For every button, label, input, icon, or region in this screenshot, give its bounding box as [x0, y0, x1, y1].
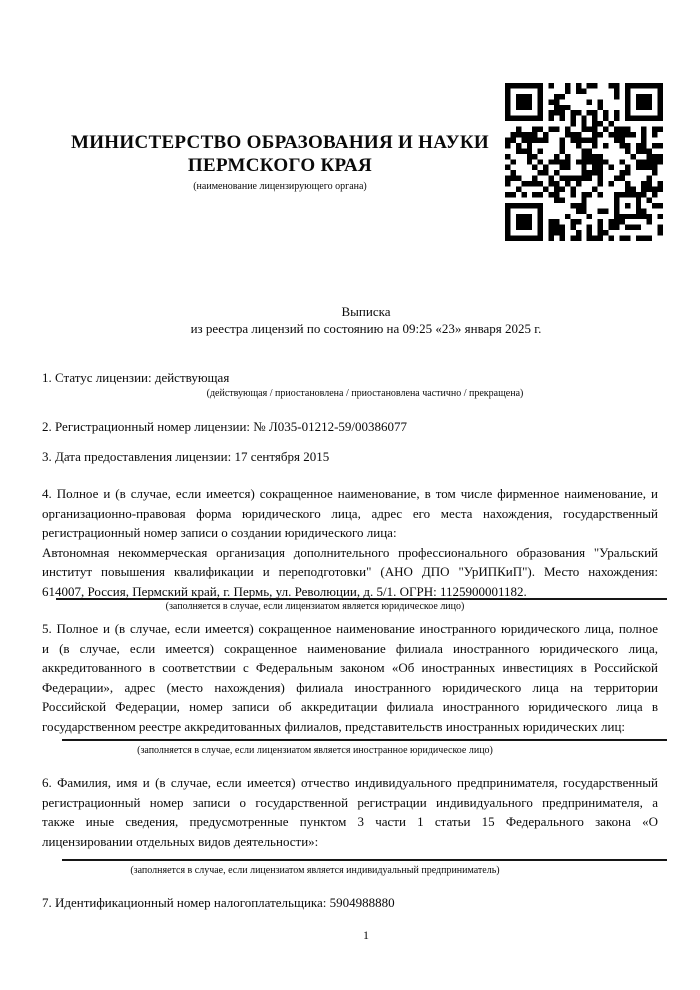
- text-line: Российской Федерации, номер записи об аккредитации филиала иностранного юридического лица в: [42, 699, 658, 715]
- license-grant-date-label: 3. Дата предоставления лицензии:: [42, 449, 232, 464]
- text-line: институт повышения квалификации и переподготовки" (АНО ДПО "УрИПКиП"). Место нахождения:: [42, 564, 658, 580]
- taxpayer-number-row: [42, 895, 658, 910]
- text-line: и (в случае, если имеется) сокращенное наименование филиала иностранного юридического лица,: [42, 640, 658, 656]
- text-line: 614007, Россия, Пермский край, г. Пермь, ул. Революции, д. 5/1. ОГРН: 1125900001182.: [42, 583, 527, 599]
- ministry-name-line2: ПЕРМСКОГО КРАЯ: [187, 155, 373, 176]
- text-line: 5. Полное и (в случае, если имеется) сокращенное наименование иностранного юридического лица, полное: [42, 621, 658, 636]
- license-status-row: [42, 370, 658, 385]
- foreign-entity-paragraph: [42, 619, 658, 737]
- entrepreneur-underline: [62, 859, 667, 861]
- text-line: Автономная некоммерческая организация дополнительного профессионального образования "Уральский: [42, 544, 658, 560]
- qr-code: [505, 83, 663, 241]
- license-status-options-caption: (действующая / приостановлена / приостановлена частично / прекращена): [206, 388, 524, 399]
- text-line: государственном реестре аккредитованных филиалов, представительств иностранных юридических лиц:: [42, 718, 626, 734]
- text-line: лицензировании отдельных видов деятельности»:: [42, 833, 319, 849]
- license-grant-date-row: [42, 449, 658, 464]
- taxpayer-number-value: 5904988880: [329, 895, 395, 910]
- text-line: 4. Полное и (в случае, если имеется) сокращенное наименование, в том числе фирменное наименование, и: [42, 486, 658, 501]
- text-line: организационно-правовая форма юридического лица, адрес его места нахождения, государственный: [42, 505, 658, 521]
- registration-number-row: [42, 419, 658, 434]
- text-line: аккредитованного в соответствии с Федеральным законом «Об иностранных инвестициях в Российской: [42, 660, 658, 676]
- page-number: 1: [363, 928, 369, 942]
- legal-entity-paragraph: [42, 484, 658, 602]
- text-line: 6. Фамилия, имя и (в случае, если имеется) отчество индивидуального предпринимателя, государственный: [42, 775, 658, 790]
- foreign-entity-caption: (заполняется в случае, если лицензиатом является иностранное юридическое лицо): [137, 745, 493, 756]
- text-line: также иные сведения, предусмотренные пунктом 3 части 1 статьи 15 Федерального закона «О: [42, 814, 658, 830]
- license-grant-date-value: 17 сентября 2015: [234, 449, 330, 464]
- text-line: регистрационный номер записи о государственной регистрации индивидуального предпринимателя, а: [42, 794, 658, 810]
- ministry-header: [42, 131, 518, 193]
- taxpayer-number-label: 7. Идентификационный номер налогоплательщика:: [42, 895, 327, 910]
- registration-number-label: 2. Регистрационный номер лицензии:: [42, 419, 251, 434]
- text-line: Федерации», адрес (место нахождения) филиала иностранного юридического лица на территории: [42, 679, 658, 695]
- title-line-registry-date: из реестра лицензий по состоянию на 09:25 «23» января 2025 г.: [190, 320, 542, 336]
- legal-entity-underline: [56, 598, 667, 600]
- foreign-entity-underline: [62, 739, 667, 741]
- license-status-value: действующая: [154, 370, 230, 385]
- license-status-label: 1. Статус лицензии:: [42, 370, 152, 385]
- entrepreneur-caption: (заполняется в случае, если лицензиатом является индивидуальный предприниматель): [130, 865, 500, 876]
- text-line: регистрационный номер записи о создании юридического лица:: [42, 525, 397, 541]
- qr-code-svg: [505, 83, 663, 241]
- registration-number-value: № Л035-01212-59/00386077: [253, 419, 408, 434]
- ministry-name-line1: МИНИСТЕРСТВО ОБРАЗОВАНИЯ И НАУКИ: [70, 132, 490, 153]
- title-line-extract: Выписка: [341, 304, 391, 319]
- licensing-authority-caption: (наименование лицензирующего органа): [193, 181, 367, 192]
- document-title: [40, 304, 692, 337]
- legal-entity-caption: (заполняется в случае, если лицензиатом является юридическое лицо): [165, 601, 465, 612]
- entrepreneur-paragraph: [42, 773, 658, 851]
